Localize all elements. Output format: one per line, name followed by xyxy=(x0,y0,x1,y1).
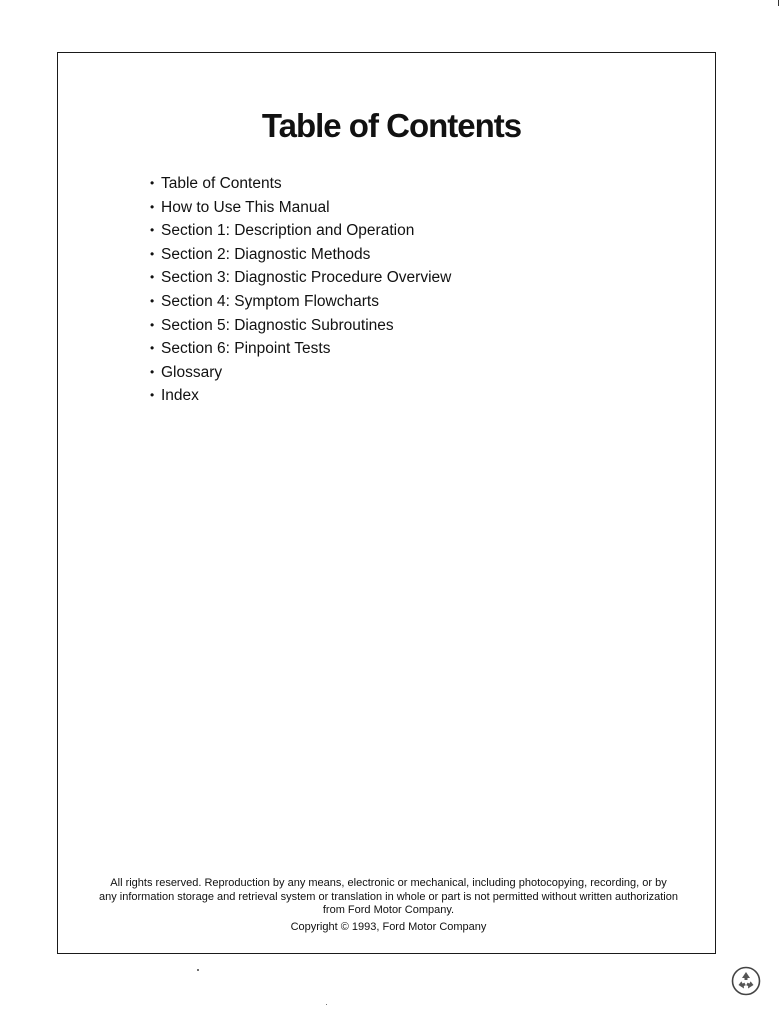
scan-edge-mark xyxy=(778,0,779,6)
rights-notice-line-1: All rights reserved. Reproduction by any means, electronic or mechanical, including photocopying, recording, or by xyxy=(110,877,667,889)
toc-item-label: Index xyxy=(161,387,199,405)
bullet-icon: • xyxy=(150,176,155,190)
bullet-icon: • xyxy=(150,293,155,308)
toc-item-section-5 xyxy=(150,314,451,338)
toc-item-table-of-contents xyxy=(150,172,451,196)
toc-item-label: Glossary xyxy=(161,363,223,381)
toc-item-how-to-use xyxy=(150,196,451,220)
toc-item-label: Section 3: Diagnostic Procedure Overview xyxy=(161,269,452,287)
bullet-icon: • xyxy=(150,270,155,285)
toc-item-label: How to Use This Manual xyxy=(161,198,330,216)
toc-item-label: Section 5: Diagnostic Subroutines xyxy=(161,316,394,334)
rights-notice xyxy=(60,877,717,918)
toc-item-section-4 xyxy=(150,290,451,314)
copyright-notice: Copyright © 1993, Ford Motor Company xyxy=(290,921,487,933)
toc-item-section-6 xyxy=(150,337,451,361)
toc-item-label: Section 6: Pinpoint Tests xyxy=(161,340,331,358)
toc-item-label: Section 1: Description and Operation xyxy=(161,222,415,240)
scan-speck xyxy=(197,969,199,971)
bullet-icon: • xyxy=(150,246,155,261)
bullet-icon: • xyxy=(150,223,155,238)
page-title: Table of Contents xyxy=(261,107,522,144)
rights-notice-line-2: any information storage and retrieval system or translation in whole or part is not permitted without written authorization xyxy=(98,890,678,903)
toc-item-label: Table of Contents xyxy=(161,175,282,192)
bullet-icon: • xyxy=(150,341,155,356)
bullet-icon: • xyxy=(150,317,155,332)
bullet-icon: • xyxy=(150,388,155,403)
toc-item-label: Section 2: Diagnostic Methods xyxy=(161,245,371,263)
toc-item-label: Section 4: Symptom Flowcharts xyxy=(161,292,379,310)
recycle-icon xyxy=(731,966,761,996)
bullet-icon: • xyxy=(150,199,155,214)
toc-item-glossary xyxy=(150,361,451,385)
toc-item-section-3 xyxy=(150,266,451,290)
rights-notice-line-3: from Ford Motor Company. xyxy=(322,904,455,916)
toc-item-index xyxy=(150,384,451,408)
toc-item-section-2 xyxy=(150,243,451,267)
toc-item-section-1 xyxy=(150,219,451,243)
bullet-icon: • xyxy=(150,364,155,379)
table-of-contents-list xyxy=(150,172,451,408)
scan-speck xyxy=(326,1004,327,1005)
